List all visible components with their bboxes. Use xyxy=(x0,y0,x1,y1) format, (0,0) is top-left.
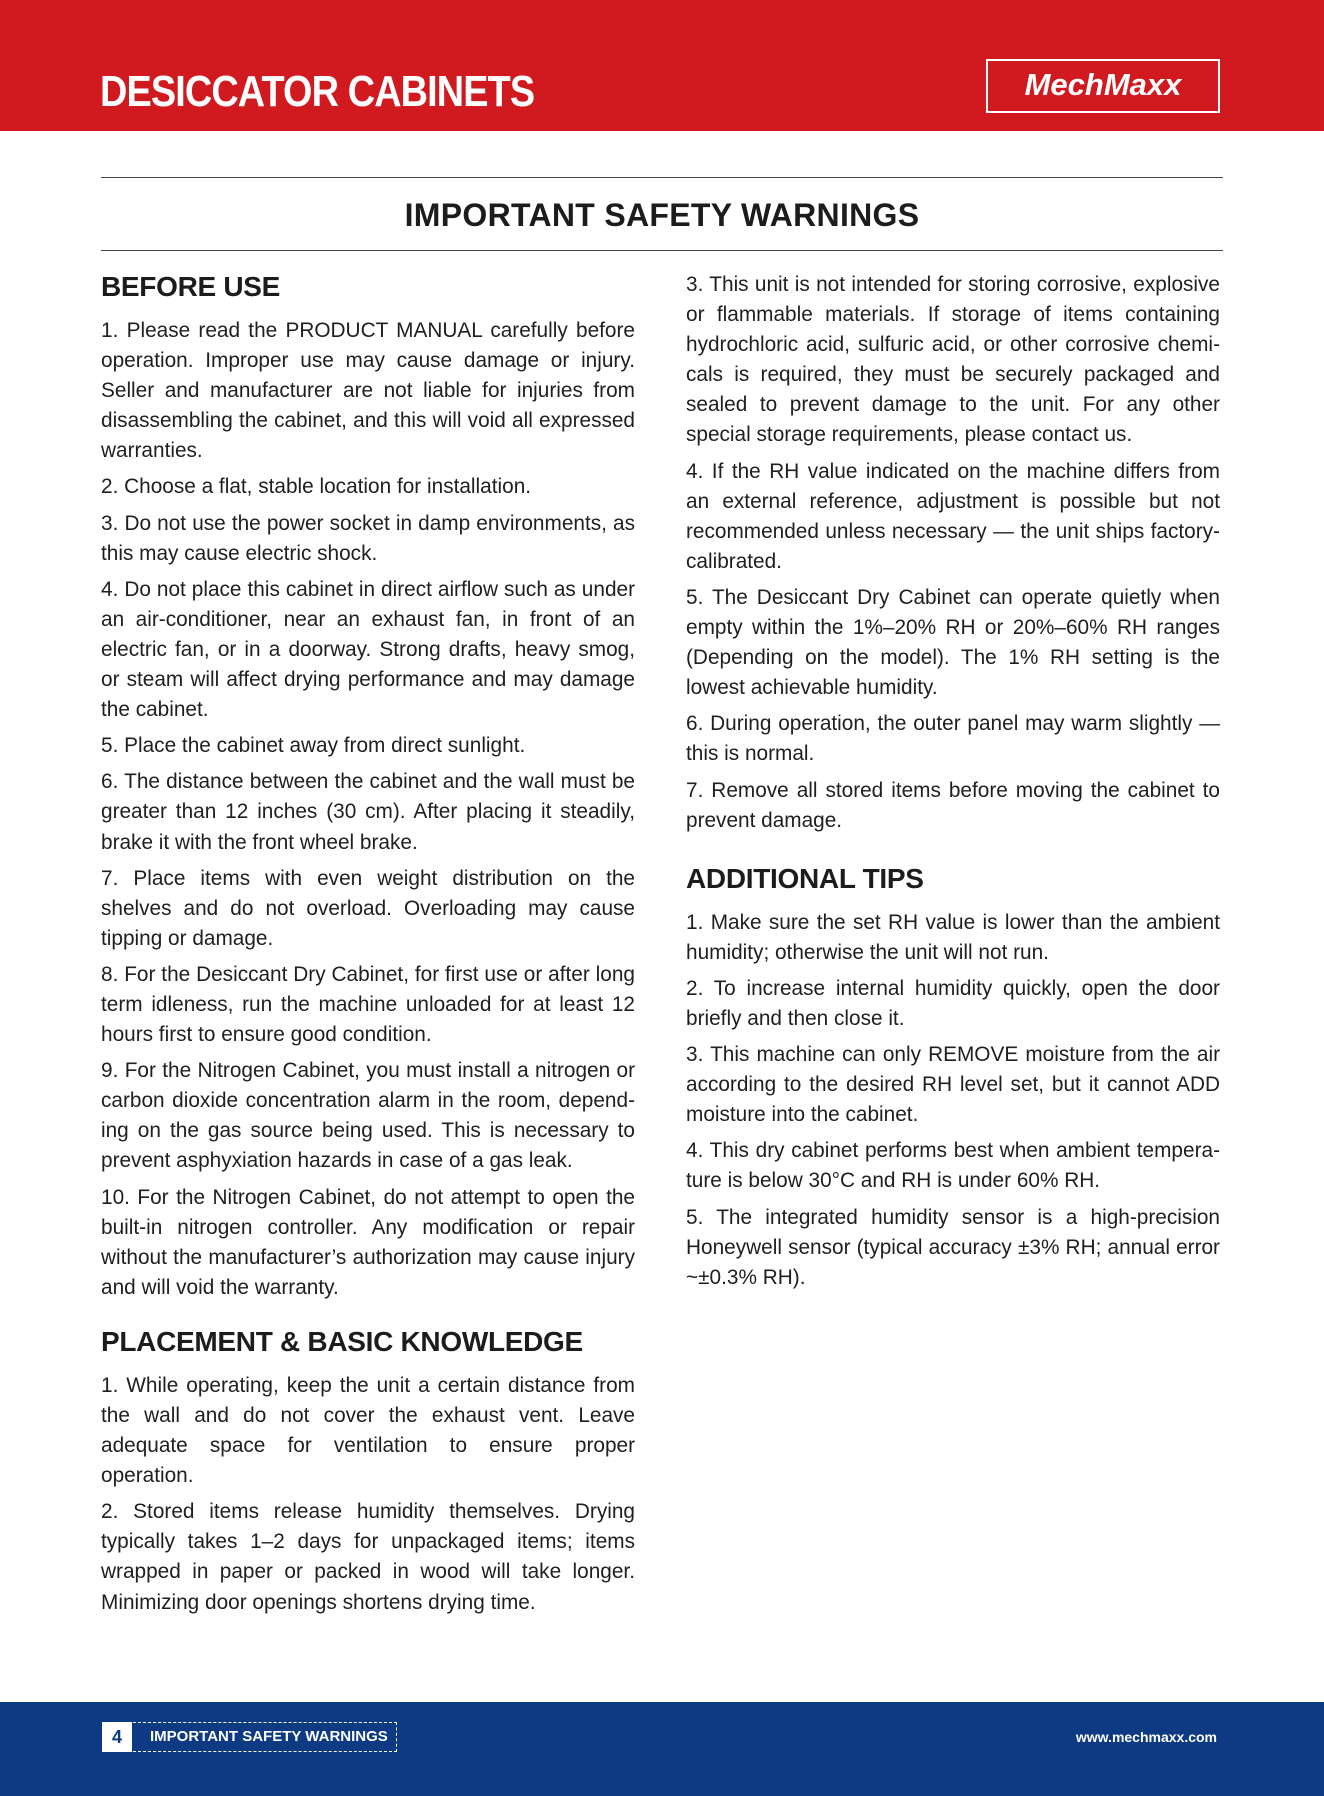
list-item: 7. Remove all stored items before moving the cabinet to prevent damage. xyxy=(686,778,1220,832)
page-number: 4 xyxy=(102,1722,132,1752)
section-heading-placement: PLACEMENT & BASIC KNOWLEDGE xyxy=(101,1325,583,1357)
footer-section-label: IMPORTANT SAFETY WARNINGS xyxy=(133,1722,397,1752)
footer-website: www.mechmaxx.com xyxy=(1075,1729,1217,1745)
list-item: 3. This machine can only REMOVE moisture from the air according to the desired RH level set, but it cannot ADD moisture into the cabinet. xyxy=(686,1043,1220,1127)
list-item: 1. Please read the PRODUCT MANUAL carefully before operation. Improper use may cause damage or injury. Seller and manufacturer are not liable for injuries from disassembling the cabinet, and this will void all expressed warranties. xyxy=(101,319,635,463)
list-item: 4. This dry cabinet performs best when ambient temperature is below 30°C and RH is under 60% RH. xyxy=(686,1139,1220,1193)
list-item: 4. If the RH value indicated on the machine differs from an external reference, adjustment is possible but not recommended unless necessary — the unit ships factory-calibrated. xyxy=(686,459,1220,573)
list-item: 7. Place items with even weight distribution on the shelves and do not overload. Overloading may cause tipping or damage. xyxy=(101,866,635,950)
right-column xyxy=(686,270,1220,1299)
header-banner xyxy=(0,0,1324,131)
list-item: 8. For the Desiccant Dry Cabinet, for first use or after long term idleness, run the machine unloaded for at least 12 hours first to ensure good condition. xyxy=(101,962,635,1047)
left-column xyxy=(101,270,635,1624)
list-item: 2. Choose a flat, stable location for installation. xyxy=(101,475,532,499)
page-title: IMPORTANT SAFETY WARNINGS xyxy=(404,197,920,233)
list-item: 3. Do not use the power socket in damp environments, as this may cause electric shock. xyxy=(101,511,635,565)
list-item: 5. The integrated humidity sensor is a high-precision Honeywell sensor (typical accuracy ±3% RH; annual error ~±0.3% RH). xyxy=(686,1205,1220,1289)
list-item: 3. This unit is not intended for storing corrosive, explosive or flammable materials. If storage of items containing hydrochloric acid, sulfuric acid, or other corrosive chemicals is required, they must be securely packaged and sealed to prevent damage to the unit. For any other special storage requirements, please contact us. xyxy=(686,273,1220,447)
list-item: 5. The Desiccant Dry Cabinet can operate quietly when empty within the 1%–20% RH or 20%–60% RH ranges (Depending on the model). The 1% RH setting is the lowest achievable humidity. xyxy=(686,585,1220,700)
list-item: 6. The distance between the cabinet and the wall must be greater than 12 inches (30 cm). After placing it steadily, brake it with the front wheel brake. xyxy=(101,770,635,854)
document-title: DESICCATOR CABINETS xyxy=(100,67,535,116)
list-item: 10. For the Nitrogen Cabinet, do not attempt to open the built-in nitrogen controller. Any modification or repair without the manufacturer’s authorization may cause injury and will void the warranty. xyxy=(101,1185,635,1299)
section-heading-before-use: BEFORE USE xyxy=(101,271,281,302)
list-item: 6. During operation, the outer panel may warm slightly — this is normal. xyxy=(686,712,1220,766)
title-rule-bottom xyxy=(101,250,1223,251)
section-heading-additional-tips: ADDITIONAL TIPS xyxy=(686,862,924,894)
brand-logo: MechMaxx xyxy=(986,59,1220,113)
list-item: 2. Stored items release humidity themselves. Drying typically takes 1–2 days for unpackaged items; items wrapped in paper or packed in wood will take longer. Minimizing door openings shortens drying time. xyxy=(101,1500,635,1614)
list-item: 5. Place the cabinet away from direct sunlight. xyxy=(101,734,526,758)
list-item: 1. While operating, keep the unit a certain distance from the wall and do not cover the exhaust vent. Leave adequate space for ventilation to ensure proper operation. xyxy=(101,1373,635,1488)
title-rule-top xyxy=(101,177,1223,178)
list-item: 2. To increase internal humidity quickly, open the door briefly and then close it. xyxy=(686,976,1220,1030)
list-item: 9. For the Nitrogen Cabinet, you must install a nitrogen or carbon dioxide concentration alarm in the room, depending on the gas source being used. This is necessary to prevent asphyxiation hazards in case of a gas leak. xyxy=(101,1059,635,1173)
list-item: 1. Make sure the set RH value is lower than the ambient humidity; otherwise the unit will not run. xyxy=(686,910,1220,964)
list-item: 4. Do not place this cabinet in direct airflow such as under an air-conditioner, near an exhaust fan, in front of an electric fan, or in a doorway. Strong drafts, heavy smog, or steam will affect drying performance and may damage the cabinet. xyxy=(101,577,635,722)
